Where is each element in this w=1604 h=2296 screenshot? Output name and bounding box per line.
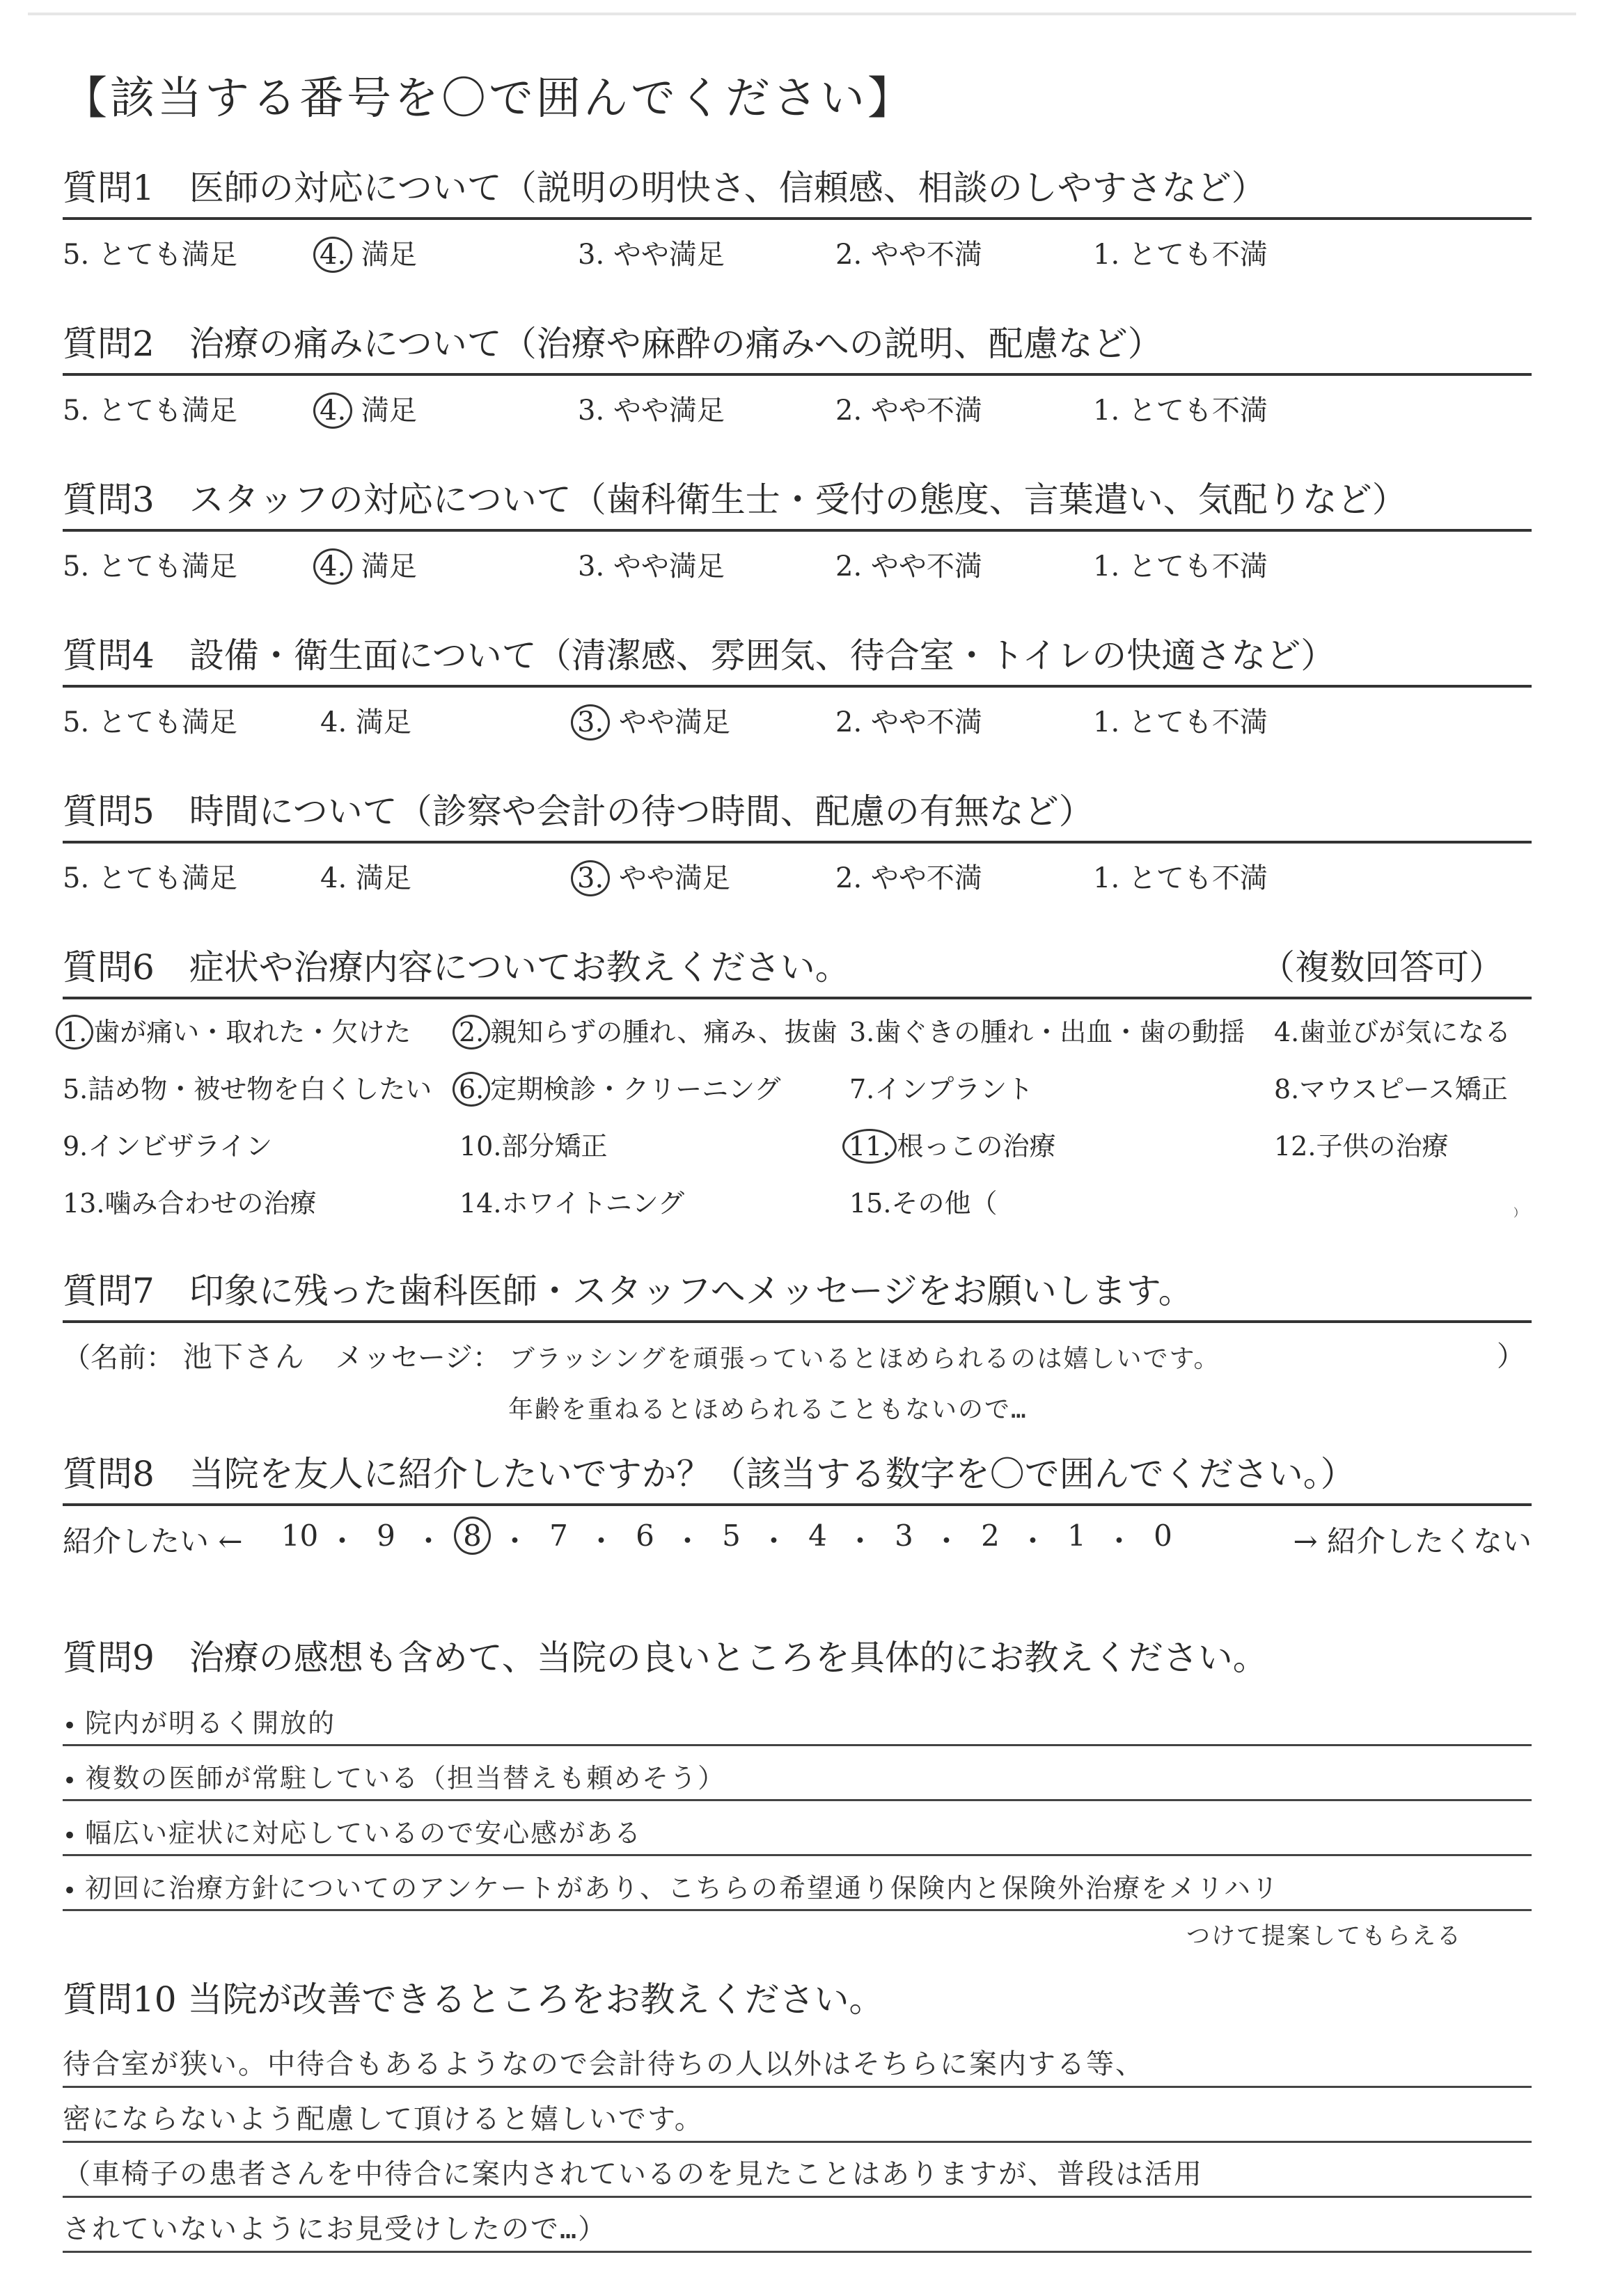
option-label: やや満足 bbox=[604, 239, 725, 271]
option-label: 子供の治療 bbox=[1316, 1131, 1449, 1162]
answer-line[interactable] bbox=[63, 2198, 1532, 2253]
option-label: とても満足 bbox=[89, 706, 237, 738]
handwritten-answer: 複数の医師が常駐している（担当替えも頼めそう） bbox=[85, 1763, 726, 1794]
option-label: 歯が痛い・取れた・欠けた bbox=[93, 1017, 411, 1047]
handwritten-answer: （車椅子の患者さんを中待合に案内されているのを見たことはありますが、普段は活用 bbox=[63, 2158, 1203, 2190]
rating-option-2[interactable] bbox=[835, 856, 1093, 896]
question-1 bbox=[63, 160, 1532, 273]
question-4 bbox=[63, 628, 1532, 741]
handwritten-answer: 待合室が狭い。中待合もあるようなので会計待ちの人以外はそちらに案内する等、 bbox=[63, 2048, 1145, 2080]
option-label: マウスピース矯正 bbox=[1299, 1074, 1508, 1105]
rating-option-2[interactable] bbox=[835, 232, 1093, 273]
option-number: 4. bbox=[313, 548, 352, 585]
option-number: 14. bbox=[459, 1188, 502, 1219]
option-number: 4. bbox=[313, 393, 352, 429]
option-label: 満足 bbox=[347, 706, 411, 738]
option-number: 10. bbox=[459, 1131, 502, 1162]
rating-option-4-selected[interactable] bbox=[320, 388, 578, 429]
option-label: とても不満 bbox=[1119, 551, 1268, 583]
message-label: メッセージ： bbox=[335, 1342, 501, 1374]
bullet-icon: • bbox=[63, 1767, 77, 1795]
option-label: 満足 bbox=[347, 862, 411, 894]
message-line bbox=[63, 1334, 1532, 1376]
scale-number-text: 6 bbox=[636, 1519, 654, 1553]
option-label: やや不満 bbox=[862, 551, 982, 583]
rating-option-1[interactable] bbox=[1093, 388, 1351, 429]
option-label: 部分矯正 bbox=[501, 1131, 608, 1162]
handwritten-answer: 初回に治療方針についてのアンケートがあり、こちらの希望通り保険内と保険外治療をメリハリ bbox=[85, 1873, 1280, 1903]
option-number: 1. bbox=[1093, 706, 1120, 738]
question-10-heading: 質問10 当院が改善できるところをお教えください。 bbox=[63, 1979, 884, 2020]
question-9-heading: 質問9 治療の感想も含めて、当院の良いところを具体的にお教えください。 bbox=[63, 1638, 1268, 1678]
rating-option-4-selected[interactable] bbox=[320, 232, 578, 273]
option-number: 5. bbox=[63, 862, 90, 894]
answer-line[interactable] bbox=[63, 2088, 1532, 2143]
option-number: 6. bbox=[453, 1072, 490, 1107]
message-paren-close: ） bbox=[1497, 1340, 1525, 1372]
option-number: 5. bbox=[63, 1074, 88, 1105]
option-label: 歯ぐきの腫れ・出血・歯の動揺 bbox=[874, 1017, 1245, 1047]
page-title: 【該当する番号を〇で囲んでください】 bbox=[63, 73, 915, 125]
question-8-heading: 質問8 当院を友人に紹介したいですか？（該当する数字を〇で囲んでください。） bbox=[63, 1446, 1532, 1506]
question-7 bbox=[63, 1263, 1532, 1425]
option-label: やや満足 bbox=[610, 706, 730, 738]
rating-option-4[interactable] bbox=[320, 856, 578, 896]
option-label: 満足 bbox=[352, 395, 417, 427]
option-number: 9. bbox=[63, 1131, 88, 1162]
option-label: 噛み合わせの治療 bbox=[104, 1188, 317, 1219]
rating-options bbox=[63, 544, 1532, 585]
option-number: 13. bbox=[63, 1188, 105, 1219]
answer-line[interactable] bbox=[63, 1691, 1532, 1746]
answer-line[interactable] bbox=[63, 1746, 1532, 1801]
option-label: 歯並びが気になる bbox=[1299, 1017, 1511, 1047]
question-6-heading bbox=[63, 940, 1532, 999]
option-label: やや不満 bbox=[862, 706, 982, 738]
rating-option-4-selected[interactable] bbox=[320, 544, 578, 585]
option-label: 親知らずの腫れ、痛み、抜歯 bbox=[490, 1017, 838, 1047]
symptom-option-15[interactable] bbox=[849, 1182, 1274, 1220]
option-label: とても不満 bbox=[1119, 862, 1268, 894]
symptom-option-3[interactable] bbox=[849, 1011, 1274, 1050]
name-label: （名前： bbox=[63, 1342, 174, 1374]
rating-option-2[interactable] bbox=[835, 544, 1093, 585]
symptom-options bbox=[63, 1011, 1532, 1220]
option-label: やや不満 bbox=[862, 862, 982, 894]
option-label: やや不満 bbox=[862, 395, 982, 427]
option-label: 満足 bbox=[352, 551, 417, 583]
rating-option-3-selected[interactable] bbox=[578, 856, 835, 896]
rating-option-1[interactable] bbox=[1093, 856, 1351, 896]
option-number: 3. bbox=[578, 239, 605, 271]
rating-option-5[interactable] bbox=[63, 544, 320, 585]
option-number: 2. bbox=[835, 862, 863, 894]
option-number: 1. bbox=[1093, 862, 1120, 894]
option-number: 3. bbox=[578, 551, 605, 583]
scale-number-text: 3 bbox=[895, 1519, 913, 1553]
question-8 bbox=[63, 1446, 1532, 1560]
rating-option-5[interactable] bbox=[63, 388, 320, 429]
question-3-heading: 質問3 スタッフの対応について（歯科衛生士・受付の態度、言葉遣い、気配りなど） bbox=[63, 472, 1532, 532]
rating-option-3[interactable] bbox=[578, 388, 835, 429]
handwritten-answer: 院内が明るく開放的 bbox=[85, 1708, 336, 1739]
scale-number-text: 10 bbox=[281, 1519, 319, 1553]
answer-line[interactable] bbox=[63, 2143, 1532, 2198]
rating-option-3[interactable] bbox=[578, 232, 835, 273]
rating-option-1[interactable] bbox=[1093, 544, 1351, 585]
option-label: やや満足 bbox=[604, 395, 725, 427]
option-number: 2. bbox=[453, 1015, 490, 1050]
handwritten-answer: 幅広い症状に対応しているので安心感がある bbox=[85, 1818, 643, 1848]
scale-numbers: 10 ・ 9 ・ 8 ・ 7 ・ 6 ・ 5 ・ 4 ・ 3 ・ 2 ・ 1 ・ 0 bbox=[257, 1519, 1280, 1560]
rating-options bbox=[63, 700, 1532, 741]
question-6 bbox=[63, 940, 1532, 1220]
good-points-answers bbox=[63, 1691, 1532, 1911]
scale-number-text: 0 bbox=[1154, 1519, 1172, 1553]
question-3 bbox=[63, 472, 1532, 585]
scale-number-text: 5 bbox=[722, 1519, 741, 1553]
option-number: 4. bbox=[1274, 1017, 1300, 1047]
option-number: 1. bbox=[1093, 239, 1120, 271]
top-border bbox=[28, 13, 1576, 15]
symptom-option-5[interactable] bbox=[63, 1068, 459, 1107]
option-label: とても満足 bbox=[89, 395, 237, 427]
option-number: 3. bbox=[578, 395, 605, 427]
question-10 bbox=[63, 1972, 1532, 2253]
option-number: 11. bbox=[842, 1129, 897, 1164]
option-number: 7. bbox=[849, 1074, 875, 1105]
rating-option-3-selected[interactable] bbox=[578, 700, 835, 741]
option-label: インビザライン bbox=[88, 1131, 273, 1162]
option-number: 3. bbox=[571, 860, 610, 896]
answer-line[interactable] bbox=[63, 2033, 1532, 2088]
option-number: 5. bbox=[63, 239, 90, 271]
scale-number-text: 8 bbox=[454, 1517, 491, 1555]
option-number: 1. bbox=[1093, 551, 1120, 583]
scale-number-text: 1 bbox=[1067, 1519, 1086, 1553]
option-label: とても満足 bbox=[89, 239, 237, 271]
rating-option-1[interactable] bbox=[1093, 232, 1351, 273]
option-label: やや満足 bbox=[604, 551, 725, 583]
symptom-option-4[interactable] bbox=[1274, 1011, 1532, 1050]
option-label: とても不満 bbox=[1119, 239, 1268, 271]
question-2-heading: 質問2 治療の痛みについて（治療や麻酔の痛みへの説明、配慮など） bbox=[63, 316, 1532, 376]
symptom-option-1-selected[interactable] bbox=[63, 1011, 459, 1050]
option-label: やや満足 bbox=[610, 862, 730, 894]
question-7-heading: 質問7 印象に残った歯科医師・スタッフへメッセージをお願いします。 bbox=[63, 1263, 1532, 1323]
option-label: 定期検診・クリーニング bbox=[490, 1074, 781, 1105]
option-number: 2. bbox=[835, 395, 863, 427]
symptom-option-9[interactable] bbox=[63, 1125, 459, 1164]
scale-number-text: 2 bbox=[981, 1519, 1000, 1553]
bullet-icon: • bbox=[63, 1822, 77, 1850]
symptom-option-7[interactable] bbox=[849, 1068, 1274, 1107]
question-2 bbox=[63, 316, 1532, 429]
option-label: とても不満 bbox=[1119, 395, 1268, 427]
option-label: とても不満 bbox=[1119, 706, 1268, 738]
symptom-option-13[interactable] bbox=[63, 1182, 459, 1220]
symptom-option-2-selected[interactable] bbox=[459, 1011, 849, 1050]
symptom-option-11-selected[interactable] bbox=[849, 1125, 1274, 1164]
rating-option-2[interactable] bbox=[835, 388, 1093, 429]
option-label: 満足 bbox=[352, 239, 417, 271]
option-label: とても満足 bbox=[89, 551, 237, 583]
option-number: 2. bbox=[835, 239, 863, 271]
answer-line[interactable] bbox=[63, 1856, 1532, 1911]
scale-right-label: → 紹介したくない bbox=[1293, 1524, 1532, 1558]
survey-form bbox=[63, 42, 1532, 2296]
rating-option-5[interactable] bbox=[63, 856, 320, 896]
symptom-option-12[interactable] bbox=[1274, 1125, 1532, 1164]
improvement-answers bbox=[63, 2033, 1532, 2253]
option-number: 12. bbox=[1274, 1131, 1316, 1162]
option-number: 2. bbox=[835, 551, 863, 583]
rating-questions bbox=[63, 160, 1532, 896]
message-text[interactable]: ブラッシングを頑張っているとほめられるのは嬉しいです。 bbox=[509, 1345, 1220, 1373]
symptom-option-10[interactable] bbox=[459, 1125, 849, 1164]
option-number: 8. bbox=[1274, 1074, 1300, 1105]
option-number: 5. bbox=[63, 395, 90, 427]
question-6-text: 質問6 症状や治療内容についてお教えください。 bbox=[63, 947, 850, 988]
option-label: その他（ bbox=[891, 1188, 998, 1219]
message-text-continued[interactable]: 年齢を重ねるとほめられることもないので… bbox=[508, 1395, 1028, 1424]
option-number: 1. bbox=[1093, 395, 1120, 427]
option-number: 5. bbox=[63, 706, 90, 738]
rating-option-2[interactable] bbox=[835, 700, 1093, 741]
question-9 bbox=[63, 1630, 1532, 1951]
question-1-heading: 質問1 医師の対応について（説明の明快さ、信頼感、相談のしやすさなど） bbox=[63, 160, 1532, 220]
scale-number-text: 7 bbox=[549, 1519, 568, 1553]
rating-option-4[interactable] bbox=[320, 700, 578, 741]
bullet-icon: • bbox=[63, 1712, 77, 1740]
option-label: 詰め物・被せ物を白くしたい bbox=[88, 1074, 432, 1105]
option-label: ホワイトニング bbox=[501, 1188, 685, 1219]
good-points-continuation[interactable]: つけて提案してもらえる bbox=[1186, 1922, 1462, 1950]
other-paren-close: ） bbox=[1513, 1206, 1525, 1219]
option-number: 15. bbox=[849, 1188, 892, 1219]
option-number: 4. bbox=[320, 706, 347, 738]
rating-option-3[interactable] bbox=[578, 544, 835, 585]
scale-number-text: 4 bbox=[808, 1519, 827, 1553]
question-4-heading: 質問4 設備・衛生面について（清潔感、雰囲気、待合室・トイレの快適さなど） bbox=[63, 628, 1532, 688]
staff-name[interactable]: 池下さん bbox=[182, 1340, 306, 1374]
option-number: 3. bbox=[849, 1017, 875, 1047]
question-5 bbox=[63, 784, 1532, 896]
option-number: 2. bbox=[835, 706, 863, 738]
option-label: 根っこの治療 bbox=[897, 1131, 1056, 1162]
rating-option-1[interactable] bbox=[1093, 700, 1351, 741]
rating-options bbox=[63, 856, 1532, 896]
option-label: とても満足 bbox=[89, 862, 237, 894]
option-label: やや不満 bbox=[862, 239, 982, 271]
rating-options bbox=[63, 232, 1532, 273]
handwritten-answer: されていないようにお見受けしたので…） bbox=[63, 2213, 608, 2245]
recommend-scale bbox=[63, 1519, 1532, 1560]
bullet-icon: • bbox=[63, 1877, 77, 1905]
option-number: 4. bbox=[313, 237, 352, 273]
handwritten-answer: 密にならないよう配慮して頂けると嬉しいです。 bbox=[63, 2103, 704, 2135]
rating-options bbox=[63, 388, 1532, 429]
symptom-option-6-selected[interactable] bbox=[459, 1068, 849, 1107]
answer-line[interactable] bbox=[63, 1801, 1532, 1856]
option-number: 3. bbox=[571, 704, 610, 741]
rating-option-5[interactable] bbox=[63, 700, 320, 741]
option-number: 4. bbox=[320, 862, 347, 894]
option-label: インプラント bbox=[874, 1074, 1034, 1105]
option-number: 5. bbox=[63, 551, 90, 583]
multiple-answer-note: （複数回答可） bbox=[1260, 947, 1504, 988]
symptom-option-8[interactable] bbox=[1274, 1068, 1532, 1107]
question-5-heading: 質問5 時間について（診察や会計の待つ時間、配慮の有無など） bbox=[63, 784, 1532, 844]
option-number: 1. bbox=[56, 1015, 93, 1050]
scale-left-label: 紹介したい ← bbox=[63, 1524, 243, 1558]
scale-number-text: 9 bbox=[377, 1519, 395, 1553]
rating-option-5[interactable] bbox=[63, 232, 320, 273]
symptom-option-14[interactable] bbox=[459, 1182, 849, 1220]
